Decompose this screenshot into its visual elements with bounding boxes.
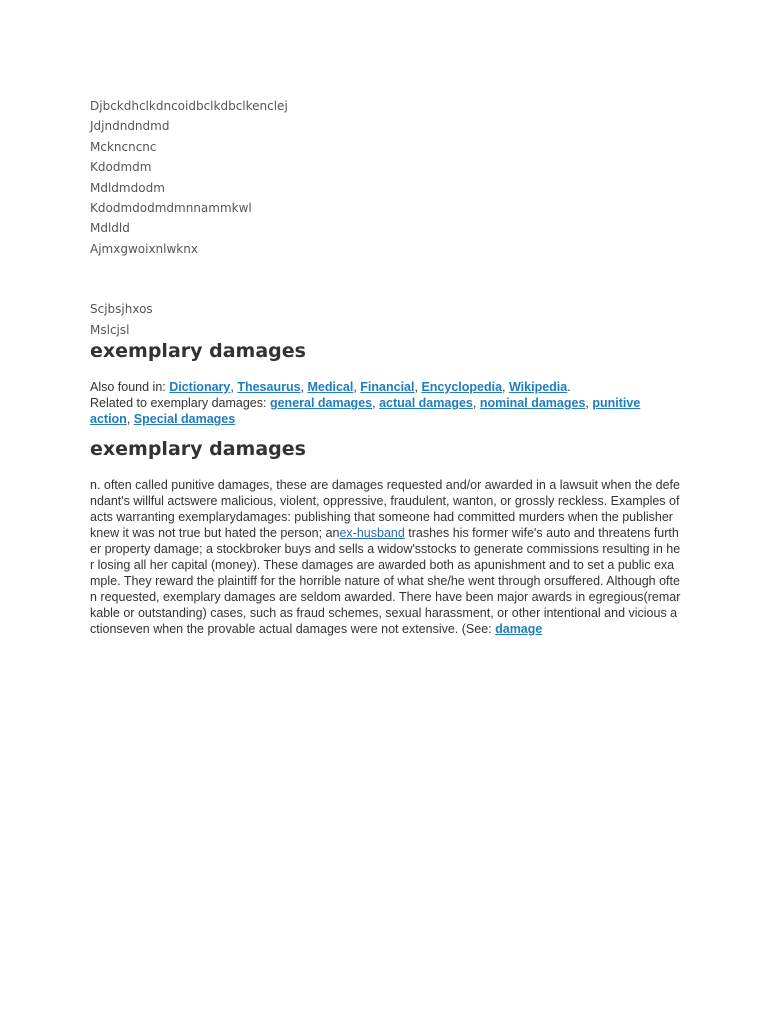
entry-meta <box>90 379 682 427</box>
also-found-line: Also found in: Dictionary, Thesaurus, Medical, Financial, Encyclopedia, Wikipedia. <box>90 380 571 395</box>
definition-part-2: trashes his former wife's auto and threatens further property damage; a stockbroker buys and sells a widow'sstocks to generate commissions resulting in her losing all her capital (money). These damages are awarded both as apunishment and to set a public example. They reward the plaintiff for the horrible nature of what she/he went through orsuffered. Although often requested, exemplary damages are seldom awarded. There have been major awards in egregious(remarkable or outstanding) cases, such as fraud schemes, sexual harassment, or other intentional and vicious actionseven when the provable actual damages were not extensive. (See: <box>90 526 681 637</box>
related-link[interactable]: actual damages <box>379 396 473 411</box>
note-line: Ajmxgwoixnlwknx <box>90 241 198 256</box>
note-line: Mslcjsl <box>90 322 130 337</box>
ex-husband-link[interactable]: ex-husband <box>339 526 405 541</box>
note-line: Scjbsjhxos <box>90 302 153 317</box>
related-link[interactable]: Special damages <box>133 412 236 427</box>
note-line: Mdldmdodm <box>90 180 165 195</box>
note-line: Djbckdhclkdncoidbclkdbclkenclej <box>90 99 288 113</box>
related-link[interactable]: general damages <box>269 396 373 411</box>
definition-part-1: n. often called punitive damages, these are damages requested and/or awarded in a lawsuit when the defendant's willful actswere malicious, violent, oppressive, fraudulent, wanton, or grossly reckless. Examples of acts warranting exemplarydamages: publishing that someone had committed murders when the publisher knew it was not true but hated the person; an <box>90 478 680 541</box>
section-title: exemplary damages <box>90 438 306 461</box>
also-found-label: Also found in: <box>90 380 170 395</box>
also-found-link[interactable]: Medical <box>307 380 354 395</box>
note-line: Mdldld <box>90 221 130 236</box>
related-line: Related to exemplary damages: general damages, actual damages, nominal damages, punitive action, Special damages <box>90 396 641 427</box>
note-line: Jdjndndndmd <box>90 119 170 134</box>
definition-text <box>90 477 682 637</box>
also-found-link[interactable]: Thesaurus <box>237 380 301 395</box>
note-line: Mckncncnc <box>90 139 157 154</box>
note-line: Kdodmdodmdmnnammkwl <box>90 201 252 216</box>
also-found-link[interactable]: Encyclopedia <box>421 380 503 395</box>
entry-title: exemplary damages <box>90 340 306 363</box>
note-line: Kdodmdm <box>90 160 152 175</box>
also-found-link[interactable]: Dictionary <box>169 380 231 395</box>
related-link[interactable]: punitive action <box>90 396 641 427</box>
also-found-link[interactable]: Wikipedia <box>508 380 568 395</box>
notes-block-2 <box>90 299 682 340</box>
related-label: Related to exemplary damages: <box>90 396 270 411</box>
spacer <box>90 259 682 299</box>
damage-link[interactable]: damage <box>495 622 543 637</box>
notes-block <box>90 96 682 259</box>
related-link[interactable]: nominal damages <box>479 396 586 411</box>
also-found-link[interactable]: Financial <box>360 380 415 395</box>
document-page <box>90 96 682 637</box>
